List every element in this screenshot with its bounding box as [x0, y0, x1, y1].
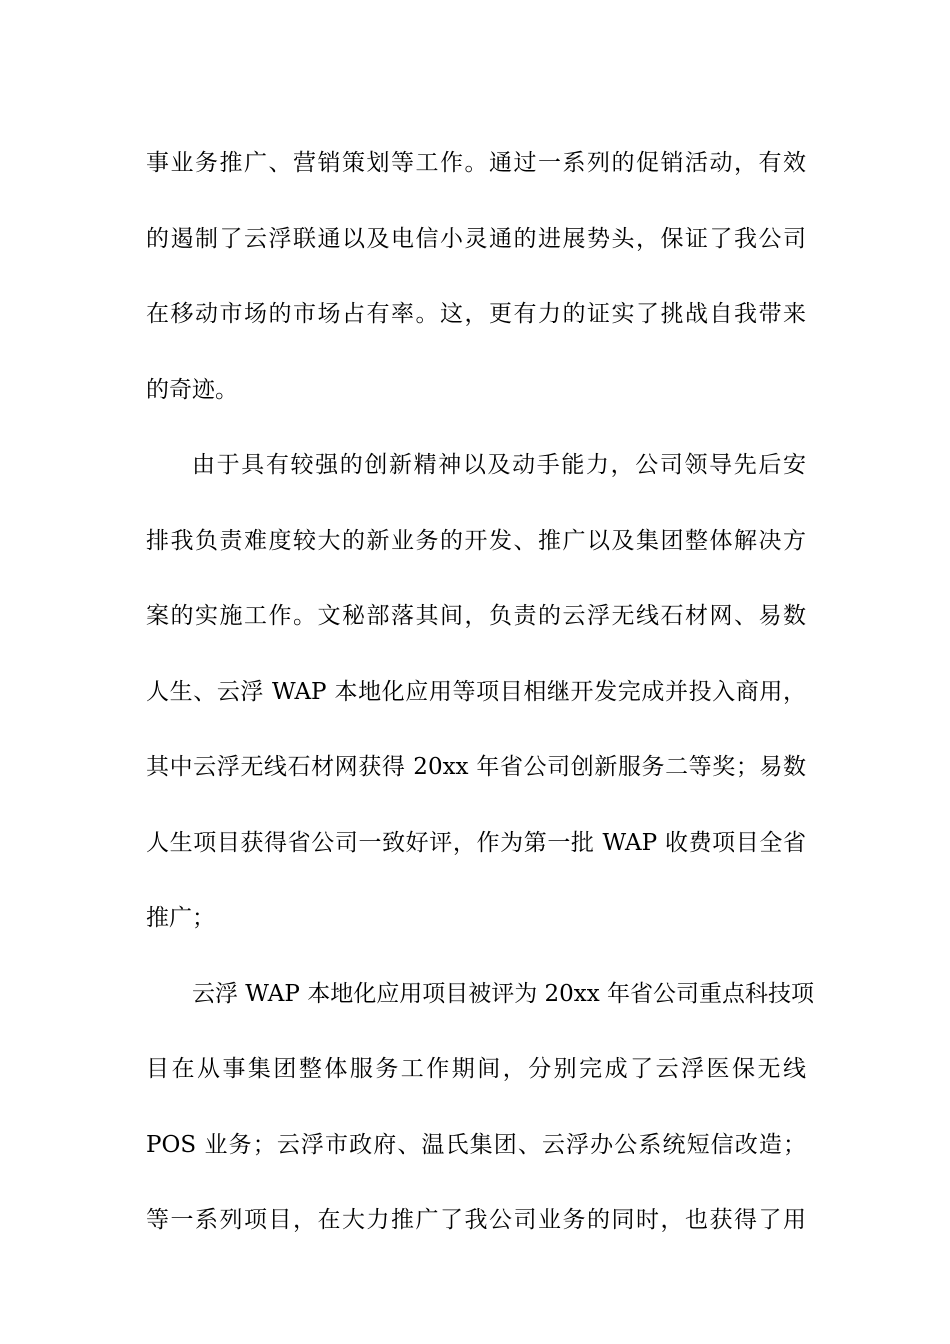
text-line-8: 人生、云浮 WAP 本地化应用等项目相继开发完成并投入商用， — [146, 678, 806, 705]
text-line-11: 推广； — [146, 905, 215, 931]
text-line-15: 等一系列项目，在大力推广了我公司业务的同时，也获得了用 — [146, 1207, 806, 1233]
text-line-3: 在移动市场的市场占有率。这，更有力的证实了挑战自我带来 — [146, 301, 806, 327]
text-line-6: 排我负责难度较大的新业务的开发、推广以及集团整体解决方 — [146, 527, 806, 554]
text-line-2: 的遏制了云浮联通以及电信小灵通的进展势头，保证了我公司 — [146, 225, 806, 252]
text-line-4: 的奇迹。 — [146, 376, 238, 403]
text-line-9: 其中云浮无线石材网获得 20xx 年省公司创新服务二等奖；易数 — [146, 754, 806, 780]
document-body — [146, 126, 815, 1259]
text-line-13: 目在从事集团整体服务工作期间，分别完成了云浮医保无线 — [146, 1056, 806, 1082]
text-line-1: 事业务推广、营销策划等工作。通过一系列的促销活动，有效 — [146, 150, 806, 176]
text-line-10: 人生项目获得省公司一致好评，作为第一批 WAP 收费项目全省 — [146, 829, 806, 856]
text-line-5: 由于具有较强的创新精神以及动手能力，公司领导先后安 — [192, 452, 806, 478]
text-line-14: POS 业务；云浮市政府、温氏集团、云浮办公系统短信改造； — [146, 1131, 806, 1158]
text-line-12: 云浮 WAP 本地化应用项目被评为 20xx 年省公司重点科技项 — [192, 980, 815, 1007]
text-line-7: 案的实施工作。文秘部落其间，负责的云浮无线石材网、易数 — [146, 603, 806, 629]
